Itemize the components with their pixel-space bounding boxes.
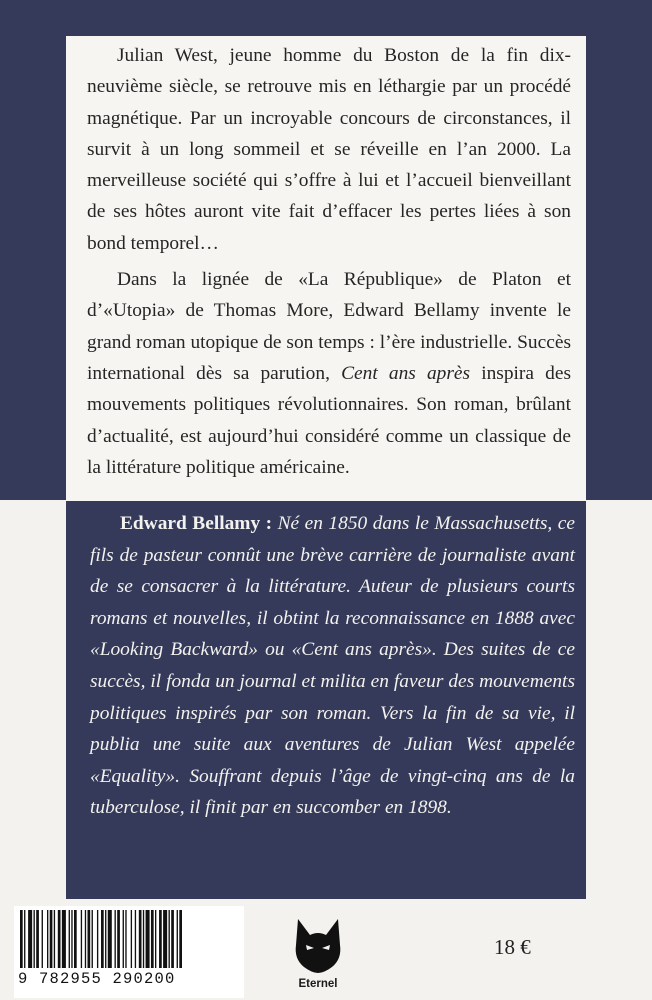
barcode-bar xyxy=(143,910,144,968)
barcode-bar xyxy=(177,910,178,968)
barcode-bar xyxy=(58,910,61,968)
barcode-bar xyxy=(20,910,23,968)
price-label: 18 € xyxy=(494,935,531,959)
barcode-bar xyxy=(155,910,156,968)
book-summary xyxy=(87,40,571,483)
isbn-barcode xyxy=(14,906,244,998)
summary-paragraph-1: Julian West, jeune homme du Boston de la fin dix-neuvième siècle, se retrouve mis en léthargie par un procédé magnétique. Par un incroyable concours de circonstances, il survit à un long sommeil et se réveille en l’an 2000. La merveilleuse société qui s’offre à lui et l’accueil bienveillant de ses hôtes auront vite fait d’effacer les pertes liées à son bond temporel… xyxy=(87,45,571,254)
book-title-italic: Cent ans après xyxy=(341,362,471,384)
barcode-bar xyxy=(24,910,25,968)
author-biography xyxy=(90,508,575,824)
barcode-bar xyxy=(101,910,104,968)
barcode-bar xyxy=(50,910,53,968)
barcode-bar xyxy=(69,910,70,968)
barcode-bar xyxy=(54,910,55,968)
barcode-bar xyxy=(139,910,142,968)
summary-paragraph-2-end: inspira des mouvements politiques révolutionnaires. Son roman, brûlant d’actualité, est aujourd’hui considéré comme un classique de la littérature politique américaine. xyxy=(87,362,571,478)
barcode-bar xyxy=(47,910,48,968)
publisher-name: Eternel xyxy=(298,978,338,990)
barcode-bar xyxy=(125,910,126,968)
barcode-bar xyxy=(88,910,91,968)
barcode-bar xyxy=(81,910,82,968)
barcode-bar xyxy=(34,910,35,968)
isbn-number: 9 782955 290200 xyxy=(18,970,176,988)
bio-text: Né en 1850 dans le Massachusetts, ce fils de pasteur connût une brève carrière de journaliste avant de se consacrer à la littérature. Auteur de plusieurs courts romans et nouvelles, il obtint la reconnaissance en 1888 avec «Looking Backward» ou «Cent ans après». Des suites de ce succès, il fonda un journal et milita en faveur des mouvements politiques inspirés par son roman. Vers la fin de sa vie, il publia une suite aux aventures de Julian West appelée «Equality». Souffrant depuis l’âge de vingt-cinq ans de la tuberculose, il finit par en succomber en 1898. xyxy=(90,513,575,819)
barcode-bar xyxy=(105,910,106,968)
barcode-bar xyxy=(74,910,77,968)
barcode-bar xyxy=(36,910,39,968)
barcode-bar xyxy=(151,910,154,968)
barcode-bar xyxy=(42,910,43,968)
barcode-bar xyxy=(117,910,120,968)
barcode-bar xyxy=(123,910,124,968)
barcode-bar xyxy=(179,910,182,968)
barcode-bar xyxy=(163,910,167,968)
barcode-bar xyxy=(97,910,98,968)
barcode-bar xyxy=(115,910,116,968)
barcode-bar xyxy=(135,910,136,968)
barcode-bar xyxy=(62,910,66,968)
summary-paragraph-2 xyxy=(87,264,571,483)
author-name: Edward Bellamy : xyxy=(120,513,273,534)
bio-paragraph xyxy=(90,508,575,824)
barcode-bar xyxy=(146,910,150,968)
barcode-bar xyxy=(171,910,174,968)
publisher-logo xyxy=(284,915,352,997)
barcode-bar xyxy=(159,910,162,968)
barcode-bar xyxy=(108,910,112,968)
barcode-bar xyxy=(71,910,72,968)
barcode-bars xyxy=(14,906,244,972)
barcode-bar xyxy=(85,910,86,968)
barcode-bar xyxy=(131,910,132,968)
barcode-bar xyxy=(92,910,93,968)
barcode-bar xyxy=(28,910,32,968)
barcode-bar xyxy=(169,910,170,968)
cat-head-icon xyxy=(284,915,352,975)
summary-paragraph-2-start: Dans la lignée de «La République» de Platon et d’«Utopia» de Thomas More, Edward Bellamy invente le grand roman utopique de son temps : l’ère industrielle. Succès international dès sa parution, xyxy=(87,269,571,384)
